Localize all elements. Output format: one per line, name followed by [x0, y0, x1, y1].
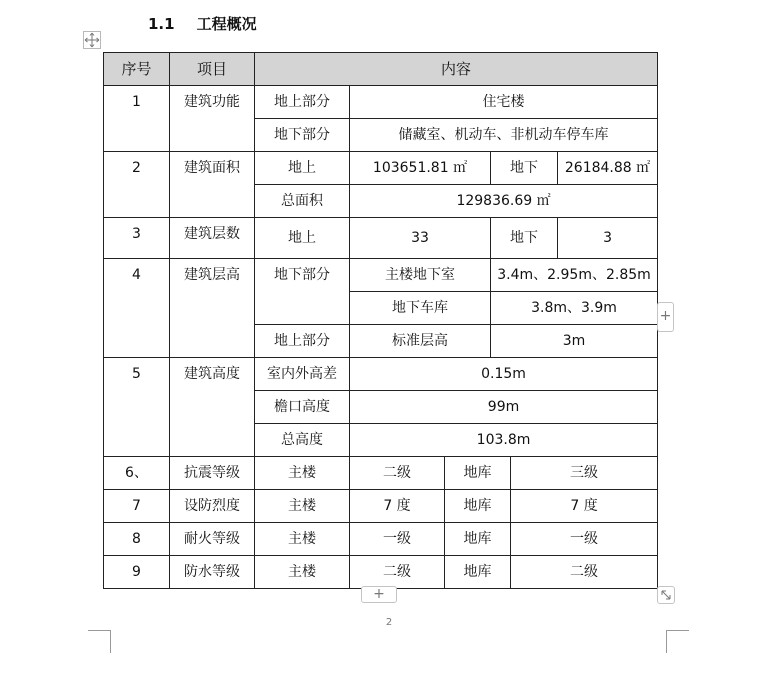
row-number: 9: [104, 556, 170, 589]
cell-value: 储藏室、机动车、非机动车停车库: [350, 119, 658, 152]
cell-value: 二级: [511, 556, 658, 589]
header-seq: 序号: [104, 53, 170, 86]
row-number: 6、: [104, 457, 170, 490]
cell-label: 总高度: [255, 424, 350, 457]
section-title: 工程概况: [196, 15, 257, 33]
cell-value: 103.8m: [350, 424, 658, 457]
row-item: 防水等级: [170, 556, 255, 589]
cell-value: 二级: [350, 457, 445, 490]
section-number: 1.1: [148, 15, 175, 33]
cell-label: 地下部分: [255, 259, 350, 325]
row-number: 7: [104, 490, 170, 523]
add-row-button[interactable]: +: [361, 586, 397, 603]
cell-value: 二级: [350, 556, 445, 589]
page-corner-mark-left: [88, 630, 111, 653]
add-column-button[interactable]: +: [657, 302, 674, 332]
cell-value: 129836.69 ㎡: [350, 185, 658, 218]
row-item: 抗震等级: [170, 457, 255, 490]
cell-label: 主楼地下室: [350, 259, 491, 292]
cell-value: 99m: [350, 391, 658, 424]
cell-label: 地上部分: [255, 86, 350, 119]
cell-label: 主楼: [255, 556, 350, 589]
cell-value: 26184.88 ㎡: [558, 152, 658, 185]
cell-value: 一级: [511, 523, 658, 556]
cell-value: 7 度: [350, 490, 445, 523]
project-overview-table: [103, 52, 658, 589]
cell-value: 103651.81 ㎡: [350, 152, 491, 185]
table-row: [104, 358, 658, 391]
cell-value: 0.15m: [350, 358, 658, 391]
row-number: 2: [104, 152, 170, 218]
table-header-row: [104, 53, 658, 86]
table-row: [104, 152, 658, 185]
cell-label: 地库: [445, 556, 511, 589]
cell-label: 地库: [445, 457, 511, 490]
row-item: 设防烈度: [170, 490, 255, 523]
move-icon: [84, 32, 100, 48]
row-item: 耐火等级: [170, 523, 255, 556]
section-heading: [148, 13, 257, 34]
cell-label: 地库: [445, 523, 511, 556]
cell-value: 3: [558, 218, 658, 259]
table-move-handle[interactable]: [83, 31, 101, 49]
table-row: [104, 218, 658, 259]
cell-value: 一级: [350, 523, 445, 556]
resize-icon: [658, 587, 674, 603]
page-number: 2: [385, 617, 393, 628]
cell-value: 33: [350, 218, 491, 259]
cell-label: 地上: [255, 152, 350, 185]
row-number: 4: [104, 259, 170, 358]
row-number: 5: [104, 358, 170, 457]
header-item: 项目: [170, 53, 255, 86]
cell-label: 地下: [491, 152, 558, 185]
table-row: [104, 556, 658, 589]
table-row: [104, 86, 658, 119]
page-corner-mark-right: [666, 630, 689, 653]
row-number: 8: [104, 523, 170, 556]
cell-label: 地库: [445, 490, 511, 523]
cell-value: 3m: [491, 325, 658, 358]
cell-label: 室内外高差: [255, 358, 350, 391]
table-resize-handle[interactable]: [657, 586, 675, 604]
row-item: 建筑高度: [170, 358, 255, 457]
cell-label: 地下部分: [255, 119, 350, 152]
cell-label: 地上: [255, 218, 350, 259]
row-item: 建筑层高: [170, 259, 255, 358]
cell-label: 檐口高度: [255, 391, 350, 424]
row-number: 1: [104, 86, 170, 152]
cell-label: 地下: [491, 218, 558, 259]
cell-label: 总面积: [255, 185, 350, 218]
table-row: [104, 490, 658, 523]
cell-label: 主楼: [255, 523, 350, 556]
row-number: 3: [104, 218, 170, 259]
cell-label: 标准层高: [350, 325, 491, 358]
row-item: 建筑层数: [170, 218, 255, 259]
table-row: [104, 259, 658, 292]
cell-label: 地上部分: [255, 325, 350, 358]
cell-value: 3.4m、2.95m、2.85m: [491, 259, 658, 292]
row-item: 建筑面积: [170, 152, 255, 218]
cell-value: 三级: [511, 457, 658, 490]
header-content: 内容: [255, 53, 658, 86]
cell-value: 住宅楼: [350, 86, 658, 119]
table-row: [104, 523, 658, 556]
table-row: [104, 457, 658, 490]
cell-label: 主楼: [255, 457, 350, 490]
cell-label: 主楼: [255, 490, 350, 523]
cell-label: 地下车库: [350, 292, 491, 325]
cell-value: 3.8m、3.9m: [491, 292, 658, 325]
row-item: 建筑功能: [170, 86, 255, 152]
cell-value: 7 度: [511, 490, 658, 523]
